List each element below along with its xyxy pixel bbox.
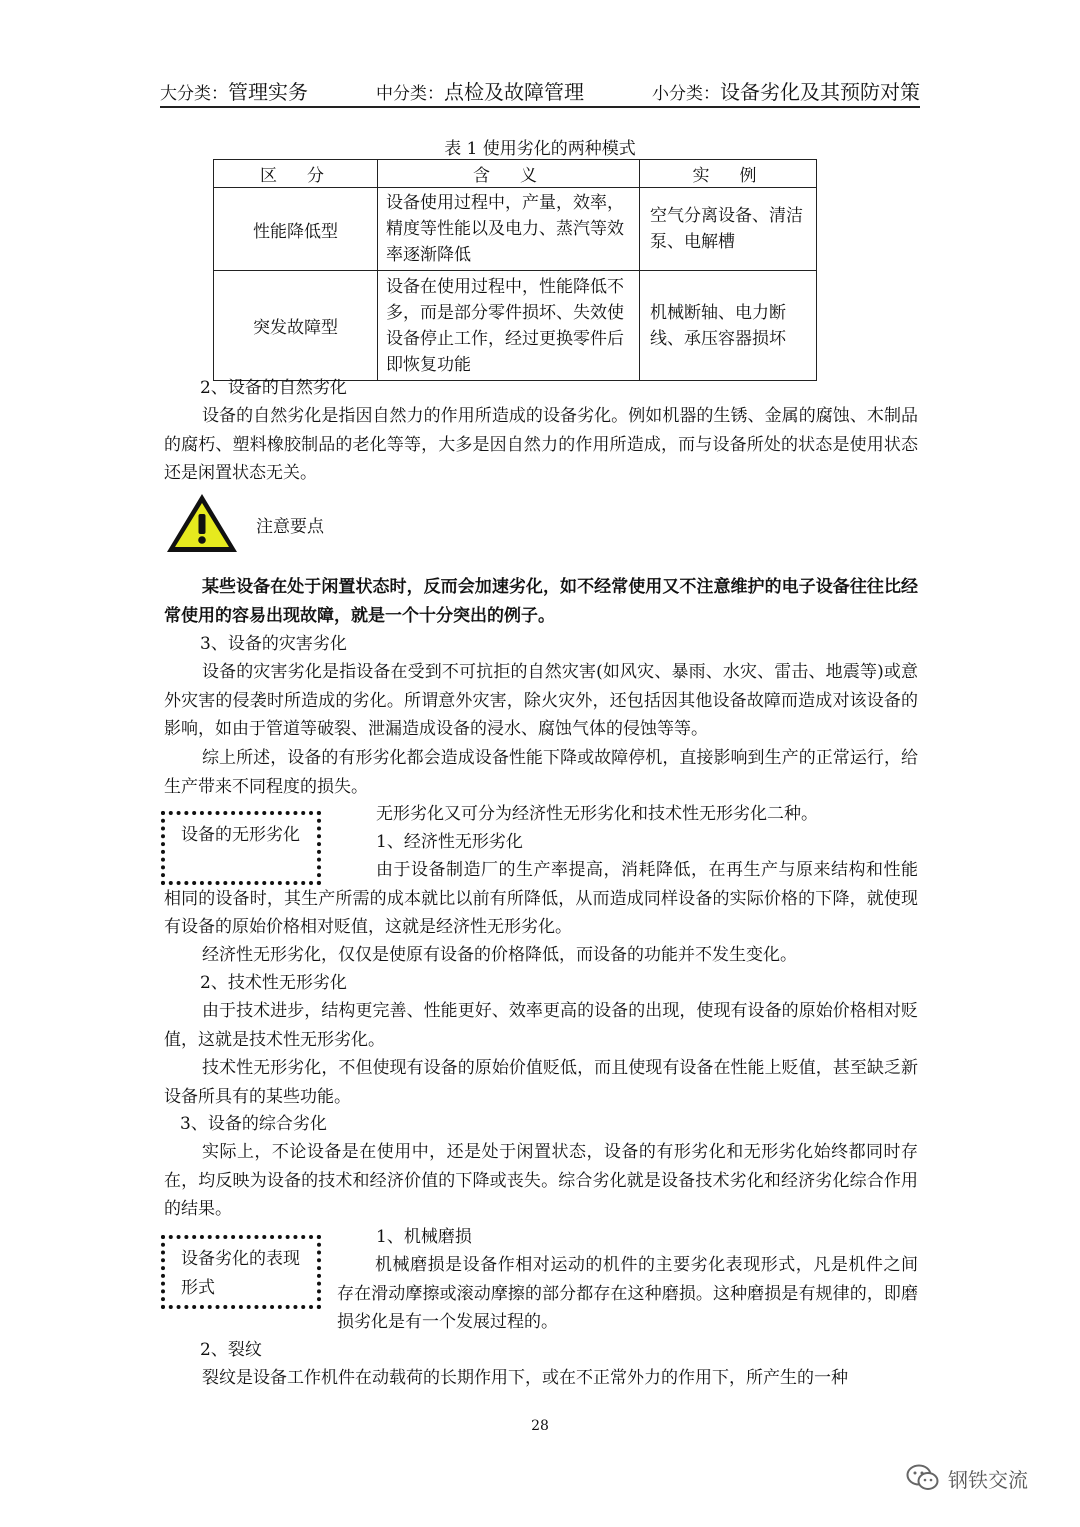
category-big: 大分类：管理实务 (160, 80, 308, 104)
heading-wear: 1、机械磨损 (376, 1227, 472, 1247)
heading-comprehensive: 3、设备的综合劣化 (180, 1114, 327, 1134)
page-header (160, 76, 920, 108)
meaning-cell: 设备使用过程中，产量，效率，精度等性能以及电力、蒸汽等效率逐渐降低 (378, 188, 640, 271)
paragraph-natural: 设备的自然劣化是指因自然力的作用所造成的设备劣化。例如机器的生锈、金属的腐蚀、木制品的腐朽、塑料橡胶制品的老化等等，大多是因自然力的作用所造成，而与设备所处的状态是使用状态还是闲置状态无关。 (164, 406, 918, 483)
warning-icon (163, 490, 241, 556)
paragraph-wear: 机械磨损是设备作相对运动的机件的主要劣化表现形式，凡是机件之间存在滑动摩擦或滚动摩擦的部分都存在这种磨损。这种磨损是有规律的，即磨损劣化是有一个发展过程的。 (337, 1255, 918, 1332)
paragraph-tech: 由于技术进步，结构更完善、性能更好、效率更高的设备的出现，使现有设备的原始价格相对贬值，这就是技术性无形劣化。 (164, 1001, 918, 1050)
note-text: 某些设备在处于闲置状态时，反而会加速劣化，如不经常使用又不注意维护的电子设备往往比经常使用的容易出现故障，就是一个十分突出的例子。 (164, 577, 918, 626)
paragraph-crack: 裂纹是设备工作机件在动载荷的长期作用下，或在不正常外力的作用下，所产生的一种 (202, 1368, 848, 1388)
header-cell: 实例 (640, 160, 817, 188)
heading-disaster: 3、设备的灾害劣化 (200, 634, 347, 654)
sidebar-box-intangible: 设备的无形劣化 (161, 811, 321, 885)
example-cell: 机械断轴、电力断线、承压容器损坏 (640, 271, 817, 381)
wechat-icon (906, 1464, 940, 1492)
heading-econ: 1、经济性无形劣化 (376, 832, 523, 852)
page-number: 28 (531, 1418, 549, 1434)
watermark (906, 1460, 1028, 1496)
example-cell: 空气分离设备、清洁泵、电解槽 (640, 188, 817, 271)
header-cell: 含义 (378, 160, 640, 188)
sidebar-box-forms: 设备劣化的表现形式 (161, 1235, 321, 1309)
paragraph-econ-2: 经济性无形劣化，仅仅是使原有设备的价格降低，而设备的功能并不发生变化。 (202, 945, 797, 965)
table-row (214, 271, 817, 381)
paragraph-comprehensive: 实际上，不论设备是在使用中，还是处于闲置状态，设备的有形劣化和无形劣化始终都同时存在，均反映为设备的技术和经济价值的下降或丧失。综合劣化就是设备技术劣化和经济劣化综合作用的结果。 (164, 1142, 918, 1219)
meaning-cell: 设备在使用过程中，性能降低不多，而是部分零件损坏、失效使设备停止工作，经过更换零件后即恢复功能 (378, 271, 640, 381)
paragraph-tech-2: 技术性无形劣化，不但使现有设备的原始价值贬低，而且使现有设备在性能上贬值，甚至缺乏新设备所具有的某些功能。 (164, 1058, 918, 1107)
table-header-row (214, 160, 817, 188)
paragraph-econ: 由于设备制造厂的生产率提高，消耗降低，在再生产与原来结构和性能相同的设备时，其生产所需的成本就比以前有所降低，从而造成同样设备的实际价格的下降，就使现有设备的原始价格相对贬值，这就是经济性无形劣化。 (164, 860, 918, 937)
type-cell: 性能降低型 (214, 188, 378, 271)
paragraph-summary: 综上所述，设备的有形劣化都会造成设备性能下降或故障停机，直接影响到生产的正常运行，给生产带来不同程度的损失。 (164, 748, 918, 797)
note-title: 注意要点 (256, 517, 324, 537)
heading-crack: 2、裂纹 (200, 1340, 262, 1360)
header-cell: 区分 (214, 160, 378, 188)
category-mid: 中分类：点检及故障管理 (376, 80, 584, 104)
watermark-text: 钢铁交流 (948, 1467, 1028, 1492)
table-row (214, 188, 817, 271)
type-cell: 突发故障型 (214, 271, 378, 381)
category-small: 小分类：设备劣化及其预防对策 (652, 80, 920, 104)
paragraph-disaster: 设备的灾害劣化是指设备在受到不可抗拒的自然灾害(如风灾、暴雨、水灾、雷击、地震等)或意外灾害的侵袭时所造成的劣化。所谓意外灾害，除火灾外，还包括因其他设备故障而造成对该设备的影响，如由于管道等破裂、泄漏造成设备的浸水、腐蚀气体的侵蚀等等。 (164, 662, 918, 739)
heading-natural: 2、设备的自然劣化 (200, 378, 347, 398)
heading-tech: 2、技术性无形劣化 (200, 973, 347, 993)
paragraph-intangible-intro: 无形劣化又可分为经济性无形劣化和技术性无形劣化二种。 (376, 804, 818, 824)
table-caption: 表 1 使用劣化的两种模式 (444, 139, 636, 159)
deterioration-modes-table (213, 159, 817, 381)
